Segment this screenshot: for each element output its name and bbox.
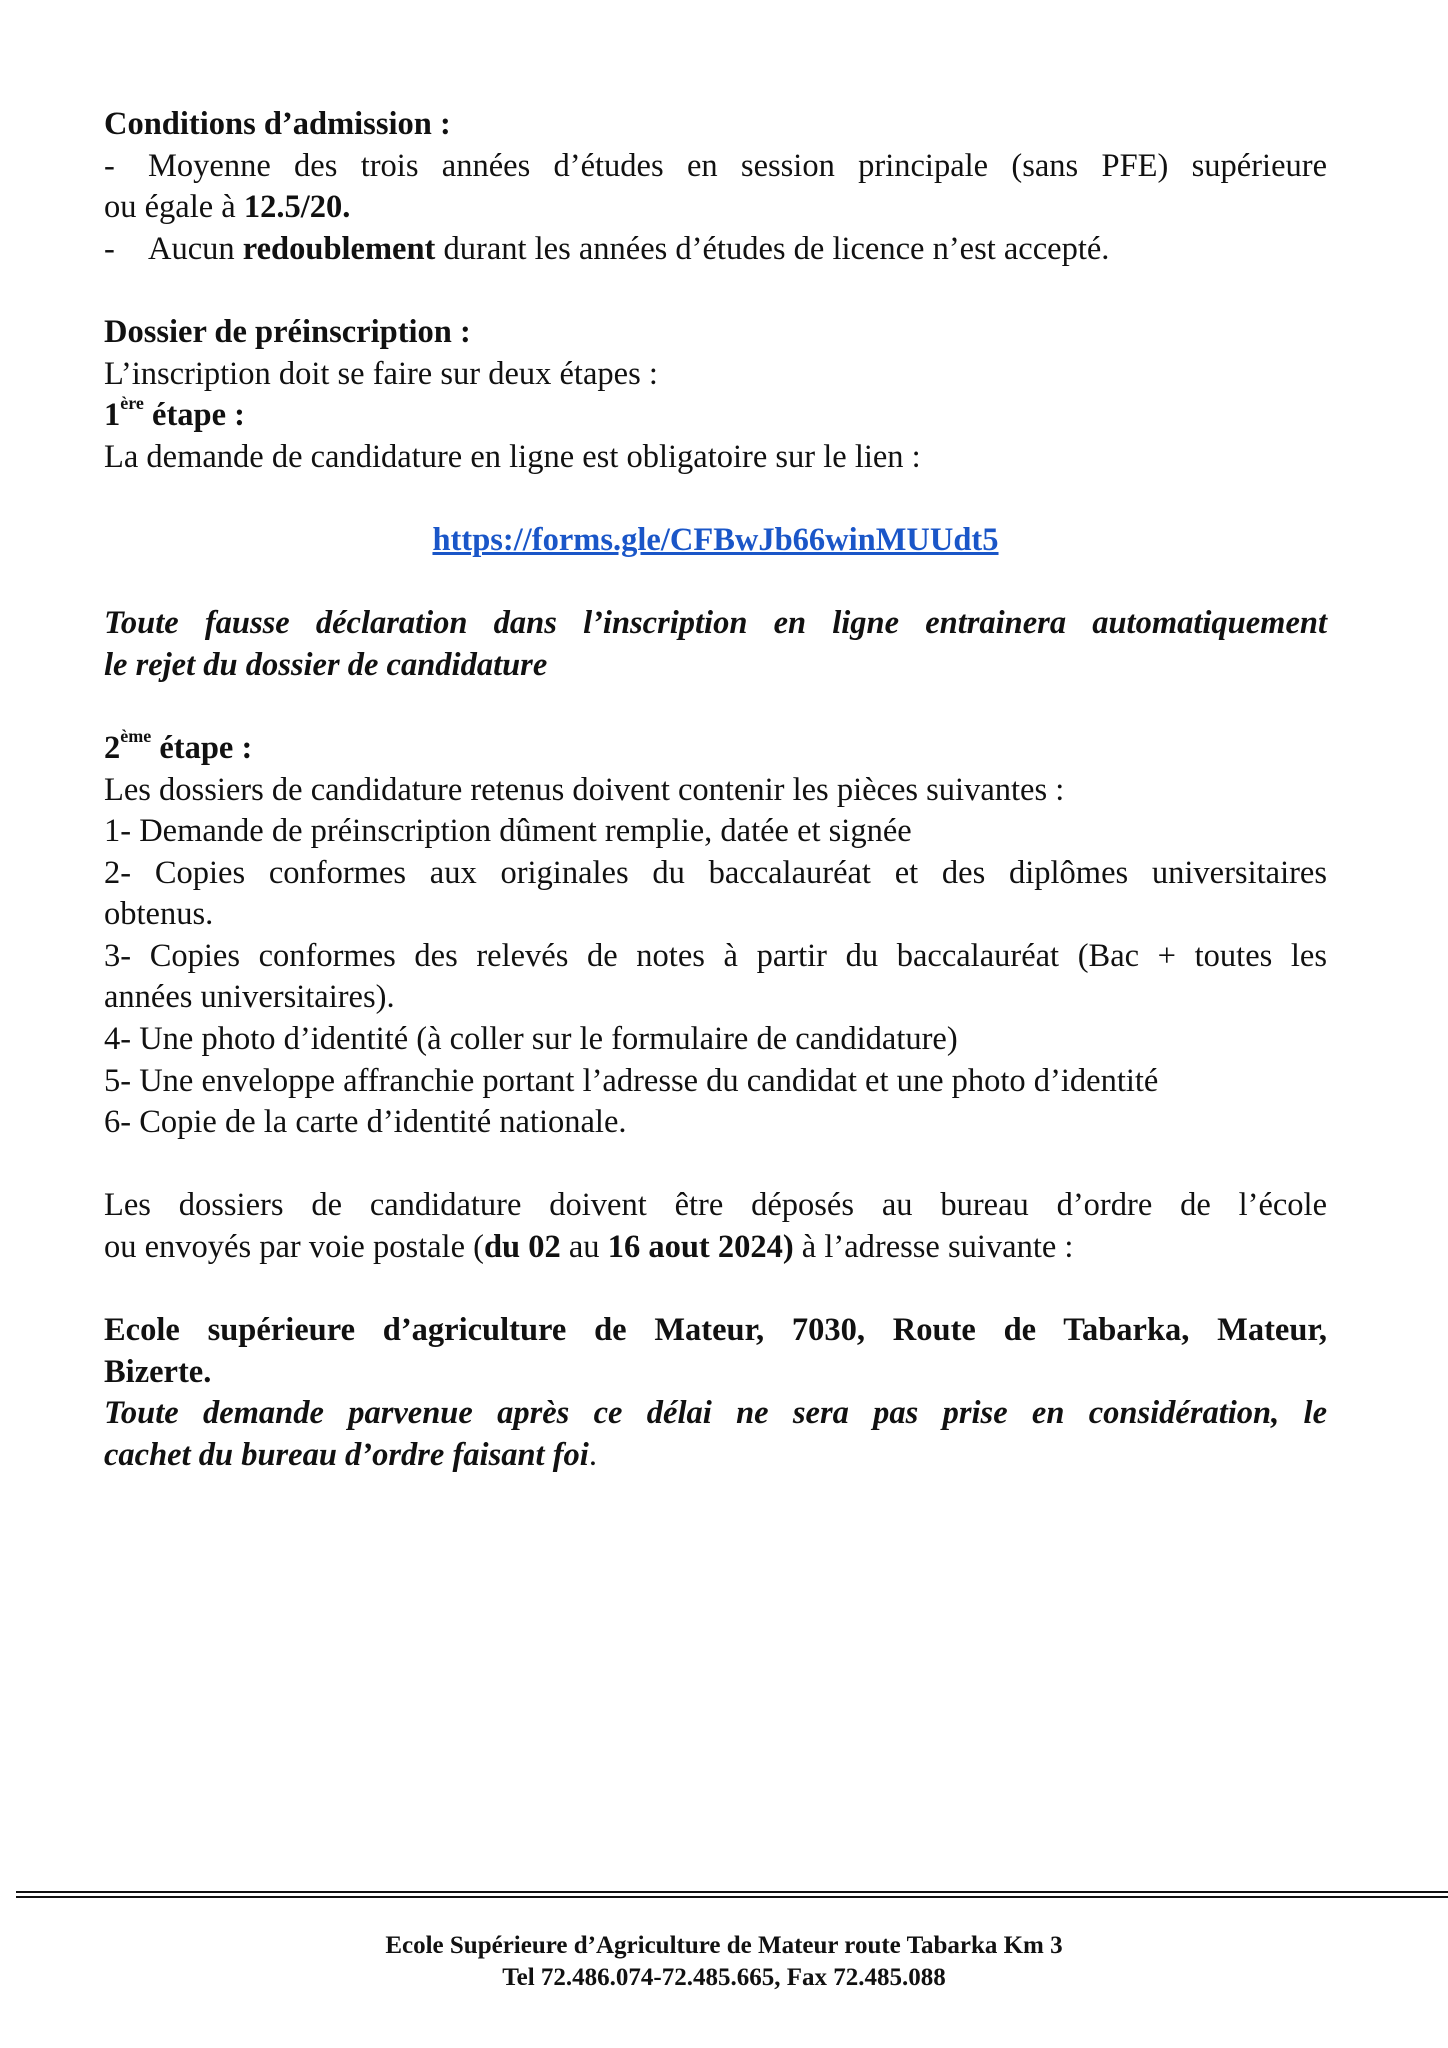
admission-item-average-line2 xyxy=(104,187,1327,229)
bullet-dash: - xyxy=(104,147,115,184)
admission-item-redoublement-text xyxy=(148,229,1327,271)
link-row xyxy=(104,520,1327,562)
deposit-text: à l’adresse suivante : xyxy=(793,1229,1074,1266)
admission-item-redoublement xyxy=(104,229,1327,271)
deadline-note-line1: Toute demande parvenue après ce délai ne sera pas prise en considération, le xyxy=(104,1395,1327,1432)
piece-item-cont: obtenus. xyxy=(104,896,214,933)
deadline-note-period: . xyxy=(588,1437,597,1473)
step1-heading xyxy=(104,395,1327,437)
piece-item: 6- Copie de la carte d’identité nationale. xyxy=(104,1104,627,1141)
application-form-link[interactable]: https://forms.gle/CFBwJb66winMUUdt5 xyxy=(432,521,999,558)
admission-title: Conditions d’admission : xyxy=(104,106,451,142)
piece-item: 1- Demande de préinscription dûment remplie, datée et signée xyxy=(104,813,912,850)
admission-text: Aucun xyxy=(148,230,243,267)
deposit-end-date: 16 aout 2024) xyxy=(607,1229,794,1266)
footer-address: Ecole Supérieure d’Agriculture de Mateur route Tabarka Km 3 xyxy=(385,1932,1063,1959)
footer-divider xyxy=(16,1891,1448,1901)
warning-line2: le rejet du dossier de candidature xyxy=(104,646,548,683)
piece-item: 4- Une photo d’identité (à coller sur le formulaire de candidature) xyxy=(104,1021,958,1058)
step2-intro: Les dossiers de candidature retenus doivent contenir les pièces suivantes : xyxy=(104,771,1065,808)
admission-text: ou égale à xyxy=(104,189,244,226)
dossier-intro: L’inscription doit se faire sur deux étapes : xyxy=(104,355,658,392)
admission-keyword: redoublement xyxy=(242,230,436,267)
warning-line1: Toute fausse déclaration dans l’inscription en ligne entrainera automatiquement xyxy=(104,605,1327,642)
step-ordinal: ère xyxy=(120,393,144,414)
step-label: étape : xyxy=(143,397,245,434)
admission-text: durant les années d’études de licence n’est accepté. xyxy=(435,230,1110,267)
deadline-note-text: cachet du bureau d’ordre faisant foi xyxy=(104,1437,589,1473)
dossier-title: Dossier de préinscription : xyxy=(104,313,471,350)
deposit-text: ou envoyés par voie postale ( xyxy=(104,1229,484,1266)
step2-heading xyxy=(104,728,1327,770)
step1-text: La demande de candidature en ligne est obligatoire sur le lien : xyxy=(104,438,921,475)
footer xyxy=(0,1930,1448,1994)
address-line1: Ecole supérieure d’agriculture de Mateur, 7030, Route de Tabarka, Mateur, xyxy=(104,1312,1327,1349)
deposit-line1: Les dossiers de candidature doivent être déposés au bureau d’ordre de l’école xyxy=(104,1187,1327,1224)
step-number: 1 xyxy=(104,397,121,434)
admission-item-average-line1: Moyenne des trois années d’études en session principale (sans PFE) supérieure xyxy=(148,147,1327,184)
deposit-start-date: du 02 xyxy=(483,1229,561,1266)
piece-item: 3- Copies conformes des relevés de notes à partir du baccalauréat (Bac + toutes les xyxy=(104,937,1327,974)
step-number: 2 xyxy=(104,729,121,766)
document-body xyxy=(104,104,1327,1477)
admission-min-average: 12.5/20. xyxy=(243,189,351,226)
deposit-text: au xyxy=(560,1229,608,1266)
step-ordinal: ème xyxy=(120,726,152,747)
admission-item-average xyxy=(104,146,1327,188)
piece-item-cont: années universitaires). xyxy=(104,979,395,1016)
step-label: étape : xyxy=(151,729,253,766)
deposit-line2 xyxy=(104,1227,1327,1269)
piece-item: 5- Une enveloppe affranchie portant l’adresse du candidat et une photo d’identité xyxy=(104,1062,1159,1099)
bullet-dash: - xyxy=(104,230,115,267)
footer-contact: Tel 72.486.074-72.485.665, Fax 72.485.088 xyxy=(502,1964,946,1991)
address-line2: Bizerte. xyxy=(104,1353,212,1390)
piece-item: 2- Copies conformes aux originales du baccalauréat et des diplômes universitaires xyxy=(104,854,1327,891)
deadline-note-line2 xyxy=(104,1435,1327,1477)
